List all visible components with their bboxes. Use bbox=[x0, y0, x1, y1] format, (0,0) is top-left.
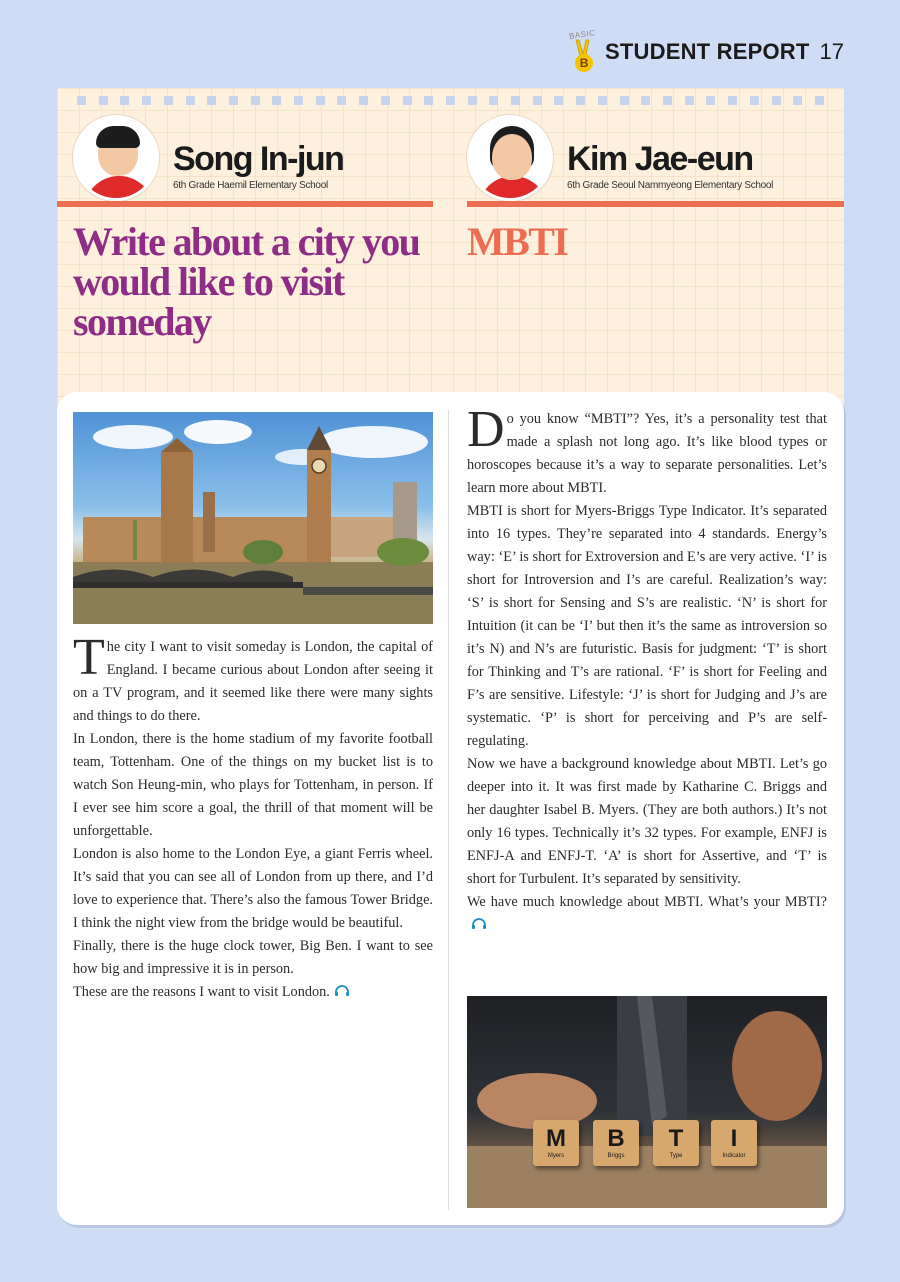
london-article-text bbox=[73, 629, 433, 1004]
paragraph: MBTI is short for Myers-Briggs Type Indicator. It’s separated into 16 types. They’re separated into 4 standards. Energy’s way: ‘E’ is short for Extroversion and E’s are very active. ‘I’ is short for Introversion and I’s are careful. Realization’s way: ‘S’ is short for Sensing and S’s are realistic. ‘N’ is short for Intuition (it can be ‘I’ but then it’s the same as introversion so it’s N) and N’s are futuristic. Basis for judgment: ‘T’ is short for Thinking and T’s are rational. ‘F’ is short for Feeling and F’s are sensitive. Lifestyle: ‘J’ is short for Judging and J’s are systematic. ‘P’ is short for perceiving and P’s are self-regulating. bbox=[467, 503, 827, 749]
author-name: Song In-jun bbox=[173, 140, 344, 178]
dropcap: T bbox=[73, 629, 105, 686]
column-divider bbox=[448, 410, 449, 1210]
basic-logo bbox=[569, 30, 599, 74]
mbti-photo bbox=[467, 996, 827, 1208]
author-kim bbox=[467, 110, 773, 205]
article-headline-london: Write about a city you would like to visit someday bbox=[73, 219, 420, 344]
masthead bbox=[569, 30, 844, 74]
logo-small-text: BASIC bbox=[568, 28, 597, 41]
london-photo bbox=[73, 412, 433, 624]
mbti-tile: M Myers bbox=[533, 1120, 579, 1166]
paragraph: These are the reasons I want to visit London. bbox=[73, 981, 433, 1004]
article-headline-mbti: MBTI bbox=[467, 219, 568, 264]
author-name: Kim Jae-eun bbox=[567, 140, 753, 178]
headphones-icon[interactable] bbox=[334, 985, 350, 997]
paragraph: London is also home to the London Eye, a giant Ferris wheel. It’s said that you can see all of London from up there, and I’d love to experience that. There’s also the famous Tower Bridge. I think the night view from the bridge would be beautiful. bbox=[73, 846, 433, 931]
mbti-tile: T Type bbox=[653, 1120, 699, 1166]
paragraph: Now we have a background knowledge about MBTI. Let’s go deeper into it. It was first made by Katharine C. Briggs and her daughter Isabel B. Myers. (They are both authors.) It’s not only 16 types. Technically it’s 32 types. For example, ENFJ is ENFJ-A and ENFJ-T. ‘A’ is short for Assertive, and ‘T’ is short for Turbulent. It’s separated by sensitivity. bbox=[467, 756, 827, 887]
headphones-icon[interactable] bbox=[471, 918, 487, 930]
mbti-tile: I Indicator bbox=[711, 1120, 757, 1166]
mbti-tile: B Briggs bbox=[593, 1120, 639, 1166]
paragraph: In London, there is the home stadium of my favorite football team, Tottenham. One of the things on my bucket list is to watch Son Heung-min, who plays for Tottenham, in person. If I ever see him score a goal, the thrill of that moment will be unforgettable. bbox=[73, 731, 433, 839]
article-card bbox=[57, 392, 844, 1225]
paragraph: The city I want to visit someday is London, the capital of England. I became curious about London after seeing it on a TV program, and it seemed like there were many sights and things to do there. bbox=[73, 629, 433, 724]
avatar bbox=[467, 115, 553, 201]
dropcap: D bbox=[467, 401, 505, 458]
author-school: 6th Grade Seoul Nammyeong Elementary School bbox=[567, 180, 774, 191]
author-song bbox=[73, 110, 343, 205]
avatar bbox=[73, 115, 159, 201]
author-school: 6th Grade Haemil Elementary School bbox=[173, 180, 328, 191]
page-number: 17 bbox=[819, 39, 844, 64]
logo-letter: B bbox=[575, 54, 593, 72]
paragraph: Do you know “MBTI”? Yes, it’s a personality test that made a splash not long ago. It’s like blood types or horoscopes because it’s a way to separate personalities. Let’s learn more about MBTI. bbox=[467, 401, 827, 496]
mbti-article-text bbox=[467, 401, 827, 937]
paragraph: Finally, there is the huge clock tower, Big Ben. I want to see how big and impressive it is in person. bbox=[73, 938, 433, 977]
decorative-dots bbox=[77, 96, 824, 106]
section-title: STUDENT REPORT bbox=[605, 39, 810, 64]
divider-rule bbox=[467, 201, 844, 207]
paragraph: We have much knowledge about MBTI. What’s your MBTI? bbox=[467, 891, 827, 937]
divider-rule bbox=[57, 201, 433, 207]
header-panel bbox=[57, 88, 844, 418]
